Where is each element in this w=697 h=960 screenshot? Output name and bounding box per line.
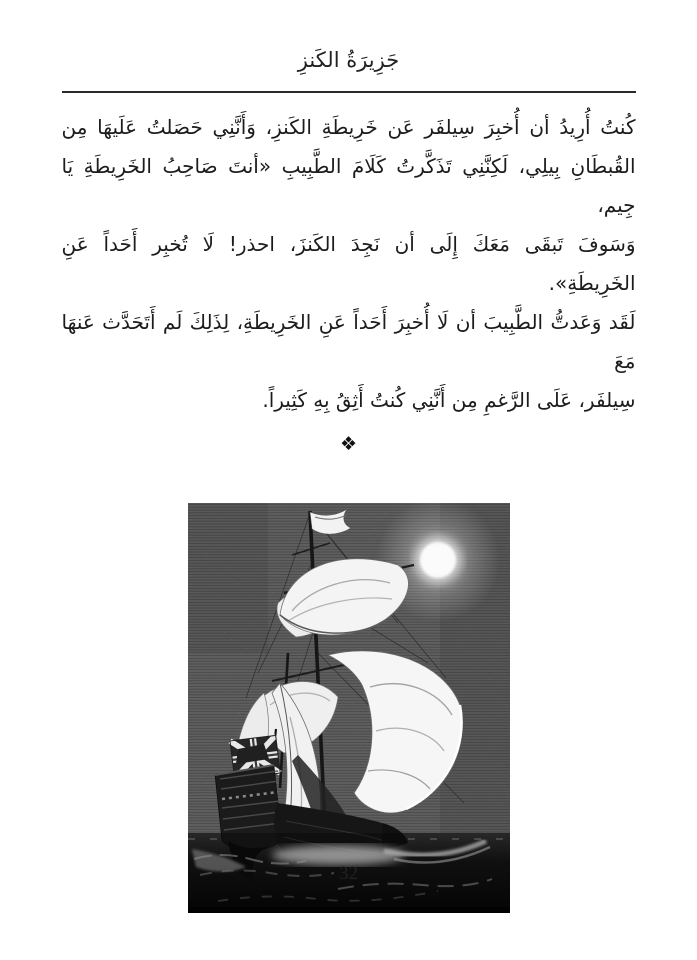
story-paragraph	[62, 108, 636, 420]
section-divider-ornament-icon: ❖	[339, 433, 358, 455]
chapter-title: جَزِيرَةُ الكَنزِ	[297, 48, 400, 72]
page-header	[62, 42, 636, 93]
galleon-night-scene	[188, 503, 510, 913]
ship-engraving-illustration	[188, 503, 510, 913]
paragraph-line-5: سِيلفَر، عَلَى الرَّغمِ مِن أَنَّنِي كُنتُ أَثِقُ بِهِ كَثِيراً.	[262, 388, 636, 412]
page-footer	[0, 862, 697, 886]
paragraph-line-4: لَقَد وَعَدتُّ الطَّبِيبَ أن لَا أُخبِرَ أَحَداً عَنِ الخَرِيطَةِ، لِذَلِكَ لَم أَتَحَدَّث عَنهَا مَعَ	[61, 310, 636, 373]
moon	[420, 542, 456, 578]
header-rule	[62, 91, 636, 93]
paragraph-line-1: كُنتُ أُرِيدُ أن أُخبِرَ سِيلفَر عَن خَرِيطَةِ الكَنزِ، وَأَنَّنِي حَصَلتُ عَلَيهَا مِن	[61, 115, 636, 139]
page-number: 32	[339, 863, 358, 884]
paragraph-line-2: القُبطَانِ بِيلِي، لَكِنَّنِي تَذَكَّرتُ كَلَامَ الطَّبِيبِ «أنتَ صَاحِبُ الخَرِيطَةِ يَا جِيم،	[61, 154, 636, 217]
paragraph-line-3: وَسَوفَ تَبقَى مَعَكَ إِلَى أن نَجِدَ الكَنزَ، احذر! لَا تُخبِر أَحَداً عَنِ الخَرِيطَةِ».	[61, 232, 636, 295]
